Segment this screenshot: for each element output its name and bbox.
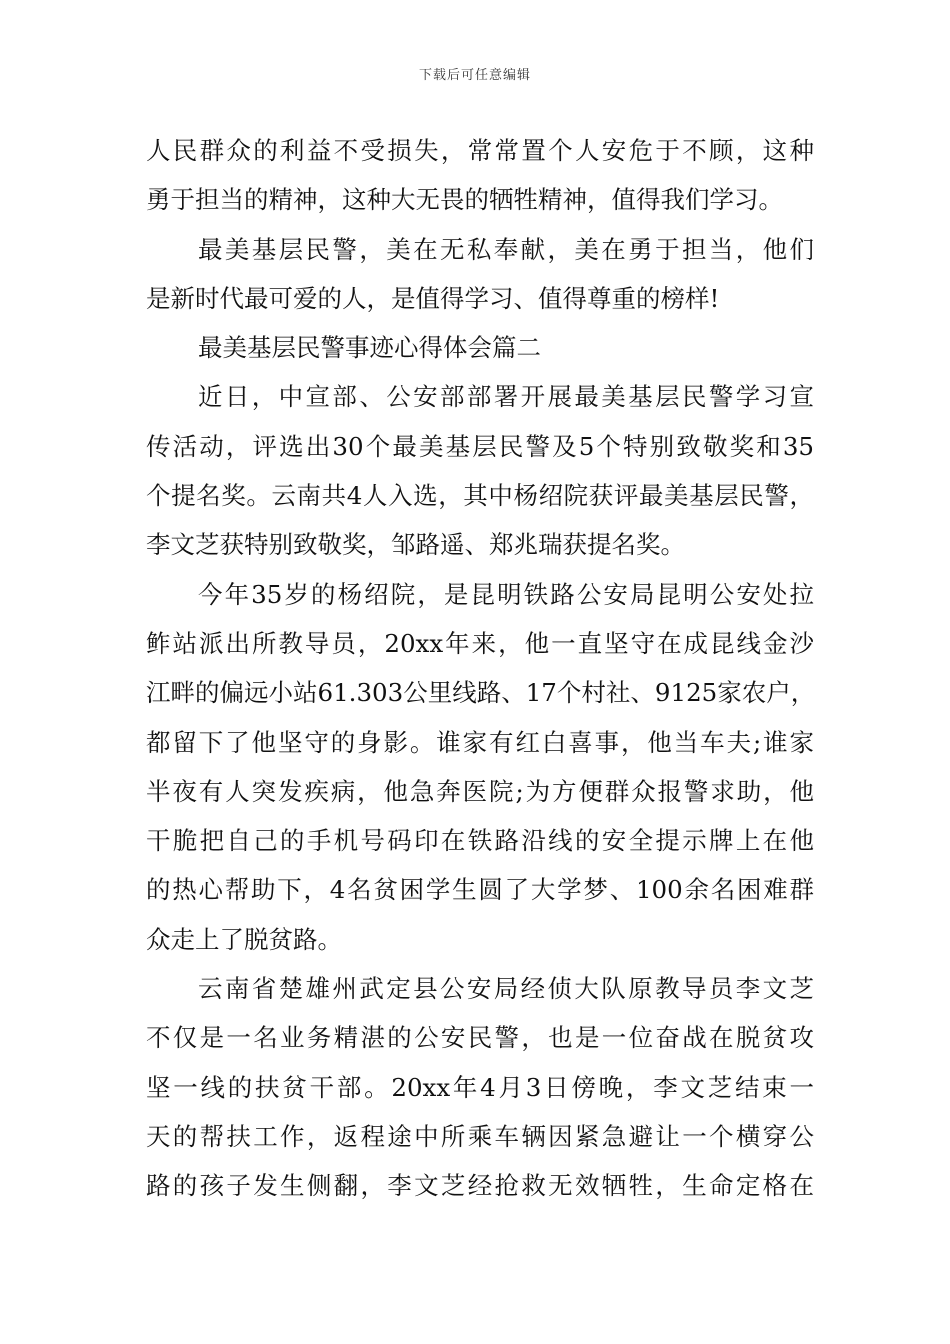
- text-line: 勇于担当的精神，这种大无畏的牺牲精神，值得我们学习。: [146, 185, 783, 215]
- text-line: 不仅是一名业务精湛的公安民警，也是一位奋战在脱贫攻: [146, 1023, 814, 1053]
- text-line: 个提名奖。云南共4人入选，其中杨绍院获评最美基层民警，: [146, 481, 814, 511]
- text-line: 干脆把自己的手机号码印在铁路沿线的安全提示牌上在他: [146, 826, 814, 856]
- text-line: 的热心帮助下，4名贫困学生圆了大学梦、100余名困难群: [146, 875, 814, 905]
- text-line: 传活动，评选出30个最美基层民警及5个特别致敬奖和35: [146, 431, 814, 461]
- text-line: 众走上了脱贫路。: [146, 924, 342, 954]
- text-line: 鲊站派出所教导员，20xx年来，他一直坚守在成昆线金沙: [146, 628, 814, 658]
- text-line: 李文芝获特别致敬奖，邹路遥、郑兆瑞获提名奖。: [146, 530, 685, 560]
- section-heading: 最美基层民警事迹心得体会篇二: [198, 333, 541, 363]
- page-header: 下载后可任意编辑: [418, 68, 531, 83]
- text-line: 人民群众的利益不受损失，常常置个人安危于不顾，这种: [146, 136, 814, 165]
- document-body: [146, 126, 814, 1211]
- text-line: 云南省楚雄州武定县公安局经侦大队原教导员李文芝: [198, 974, 814, 1004]
- text-line: 最美基层民警，美在无私奉献，美在勇于担当，他们: [198, 234, 814, 264]
- text-line: 半夜有人突发疾病，他急奔医院;为方便群众报警求助，他: [146, 776, 814, 806]
- text-line: 天的帮扶工作，返程途中所乘车辆因紧急避让一个横穿公: [146, 1121, 814, 1151]
- text-line: 坚一线的扶贫干部。20xx年4月3日傍晚，李文芝结束一: [146, 1072, 814, 1102]
- text-line: 路的孩子发生侧翻，李文芝经抢救无效牺牲，生命定格在: [146, 1171, 814, 1201]
- text-line: 江畔的偏远小站61.303公里线路、17个村社、9125家农户，: [146, 678, 816, 708]
- text-line: 今年35岁的杨绍院，是昆明铁路公安局昆明公安处拉: [198, 579, 814, 609]
- text-line: 近日，中宣部、公安部部署开展最美基层民警学习宣: [198, 382, 814, 412]
- text-line: 都留下了他坚守的身影。谁家有红白喜事，他当车夫;谁家: [146, 727, 814, 757]
- text-line: 是新时代最可爱的人，是值得学习、值得尊重的榜样!: [146, 283, 720, 313]
